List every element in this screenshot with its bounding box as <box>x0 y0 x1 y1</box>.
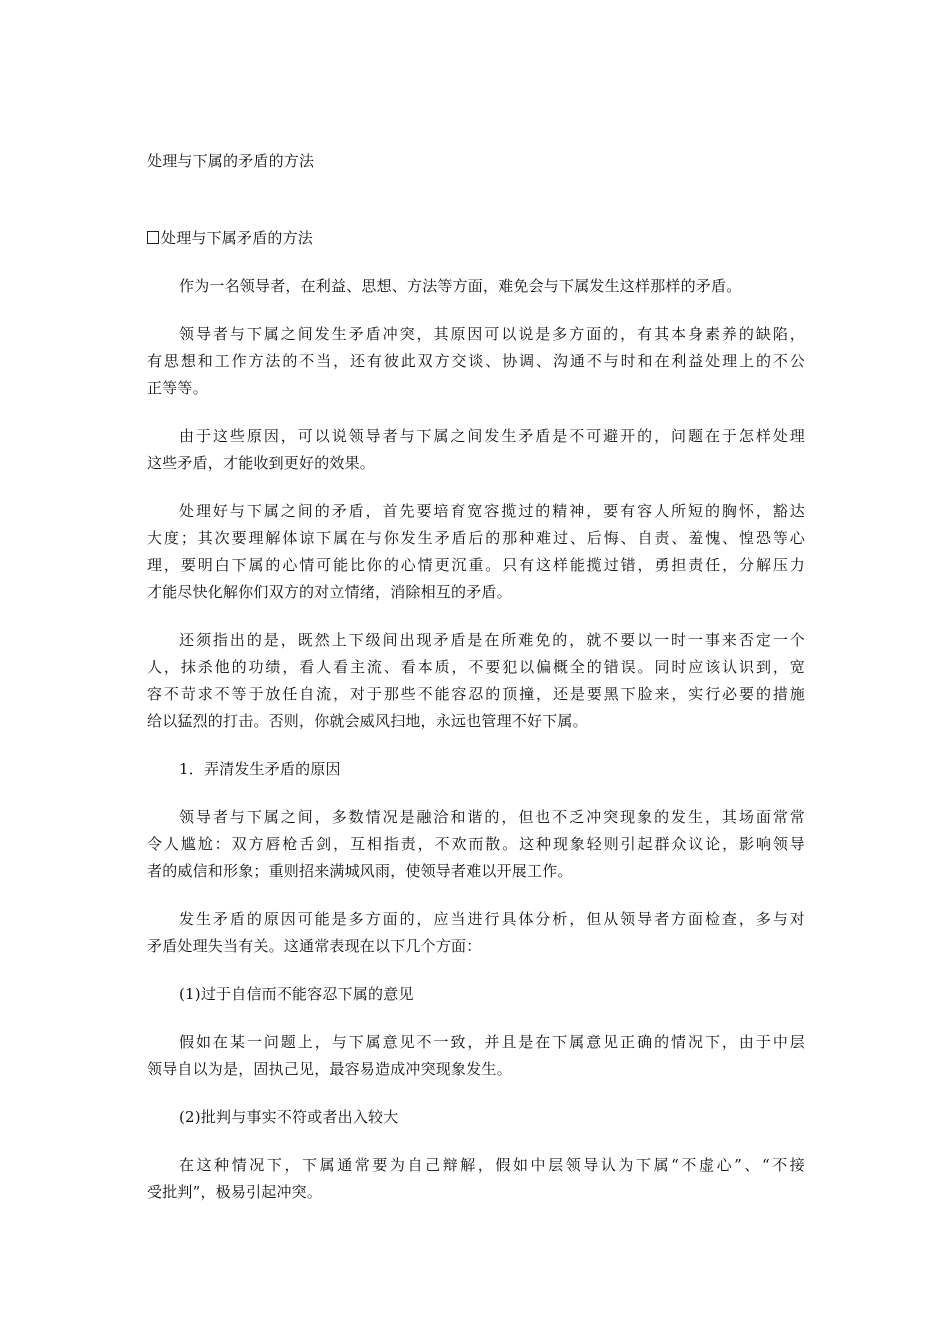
section-heading-row <box>147 229 313 247</box>
paragraph-line: 领导自以为是，固执己见，最容易造成冲突现象发生。 <box>147 1060 512 1078</box>
paragraph-line: 处理好与下属之间的矛盾，首先要培育宽容揽过的精神，要有容人所短的胸怀，豁达 <box>179 502 805 520</box>
paragraph-line: 由于这些原因，可以说领导者与下属之间发生矛盾是不可避开的，问题在于怎样处理 <box>179 427 805 445</box>
paragraph-line: 人，抹杀他的功绩，看人看主流、看本质，不要犯以偏概全的错误。同时应该认识到，宽 <box>147 658 805 676</box>
paragraph-line: 给以猛烈的打击。否则，你就会威风扫地，永远也管理不好下属。 <box>147 712 588 730</box>
paragraph-line: 发生矛盾的原因可能是多方面的，应当进行具体分析，但从领导者方面检查，多与对 <box>179 910 805 928</box>
numbered-heading: 1．弄清发生矛盾的原因 <box>179 760 341 778</box>
paragraph-line: 这些矛盾，才能收到更好的效果。 <box>147 454 376 472</box>
paragraph-line: 假如在某一问题上，与下属意见不一致，并且是在下属意见正确的情况下，由于中层 <box>179 1033 805 1051</box>
paragraph-line: 还须指出的是，既然上下级间出现矛盾是在所难免的，就不要以一时一事来否定一个 <box>179 631 805 649</box>
paragraph-line: 受批判”，极易引起冲突。 <box>147 1183 323 1201</box>
paragraph-line: 理，要明白下属的心情可能比你的心情更沉重。只有这样能揽过错，勇担责任，分解压力 <box>147 556 805 574</box>
paragraph-line: 才能尽快化解你们双方的对立情绪，消除相互的矛盾。 <box>147 583 512 601</box>
sub-heading: (1)过于自信而不能容忍下属的意见 <box>179 985 414 1003</box>
paragraph-line: 者的威信和形象；重则招来满城风雨，使领导者难以开展工作。 <box>147 862 573 880</box>
section-heading: 处理与下属矛盾的方法 <box>161 229 314 247</box>
paragraph-line: 令人尴尬：双方唇枪舌剑，互相指责，不欢而散。这种现象轻则引起群众议论，影响领导 <box>147 835 805 853</box>
paragraph-line: 大度；其次要理解体谅下属在与你发生矛盾后的那种难过、后悔、自责、羞愧、惶恐等心 <box>147 529 805 547</box>
paragraph-line: 容不苛求不等于放任自流，对于那些不能容忍的顶撞，还是要黑下脸来，实行必要的措施 <box>147 685 805 703</box>
paragraph-line: 作为一名领导者，在利益、思想、方法等方面，难免会与下属发生这样那样的矛盾。 <box>179 277 742 295</box>
paragraph-line: 领导者与下属之间，多数情况是融洽和谐的，但也不乏冲突现象的发生，其场面常常 <box>179 808 805 826</box>
sub-heading: (2)批判与事实不符或者出入较大 <box>179 1108 399 1126</box>
paragraph-line: 正等等。 <box>147 379 208 397</box>
paragraph-line: 矛盾处理失当有关。这通常表现在以下几个方面： <box>147 937 482 955</box>
document-title: 处理与下属的矛盾的方法 <box>147 152 315 170</box>
paragraph-line: 在这种情况下，下属通常要为自己辩解，假如中层领导认为下属“不虚心”、“不接 <box>179 1156 805 1174</box>
paragraph-line: 领导者与下属之间发生矛盾冲突，其原因可以说是多方面的，有其本身素养的缺陷， <box>179 325 805 343</box>
paragraph-line: 有思想和工作方法的不当，还有彼此双方交谈、协调、沟通不与时和在利益处理上的不公 <box>147 352 805 370</box>
checkbox-icon <box>147 231 159 244</box>
